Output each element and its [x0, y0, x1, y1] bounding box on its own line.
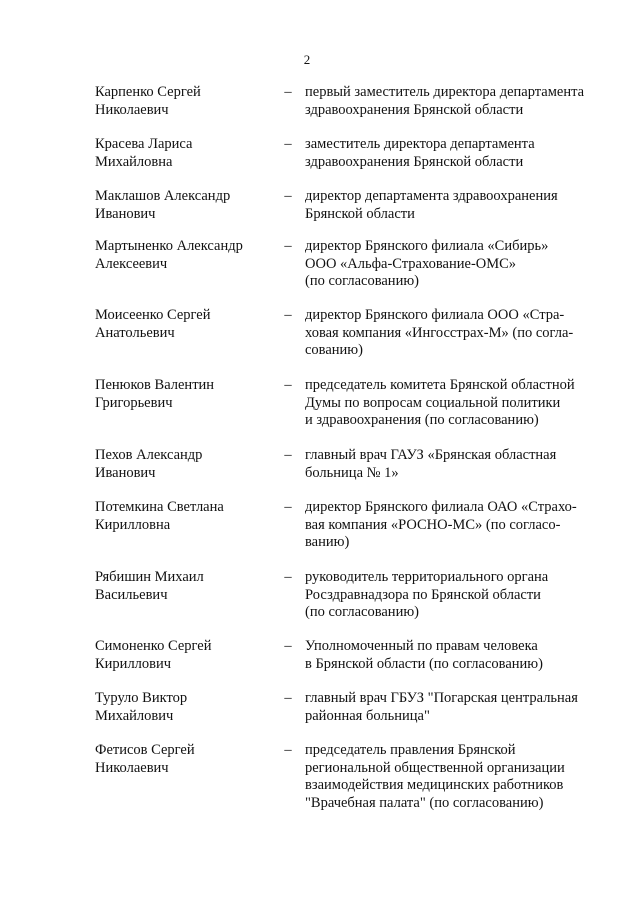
member-name: Рябишин Михаил Васильевич	[95, 569, 204, 603]
member-name: Фетисов Сергей Николаевич	[95, 742, 195, 776]
member-dash: –	[284, 136, 292, 152]
member-role: заместитель директора департамента здравоохранения Брянской области	[305, 136, 535, 170]
member-name: Маклашов Александр Иванович	[95, 188, 231, 222]
member-name: Карпенко Сергей Николаевич	[95, 84, 201, 118]
member-dash: –	[284, 638, 292, 654]
member-dash: –	[284, 499, 292, 515]
member-dash: –	[284, 447, 292, 463]
member-role: главный врач ГАУЗ «Брянская областная больница № 1»	[305, 447, 557, 481]
member-role: руководитель территориального органа Росздравнадзора по Брянской области (по согласованию)	[305, 569, 549, 620]
member-name: Мартыненко Александр Алексеевич	[95, 238, 243, 272]
member-role: первый заместитель директора департамента здравоохранения Брянской области	[305, 84, 585, 118]
member-role: директор департамента здравоохранения Брянской области	[305, 188, 558, 222]
member-role: Уполномоченный по правам человека в Брянской области (по согласованию)	[305, 638, 543, 672]
member-role: председатель правления Брянской региональной общественной организации взаимодействия медицинских работников "Врачебная палата" (по согласованию)	[305, 742, 565, 811]
member-dash: –	[284, 742, 292, 758]
member-dash: –	[284, 569, 292, 585]
member-dash: –	[284, 84, 292, 100]
member-name: Моисеенко Сергей Анатольевич	[95, 307, 211, 341]
member-name: Потемкина Светлана Кирилловна	[95, 499, 224, 533]
member-dash: –	[284, 188, 292, 204]
member-name: Симоненко Сергей Кириллович	[95, 638, 212, 672]
member-role: главный врач ГБУЗ "Погарская центральная районная больница"	[305, 690, 578, 724]
member-role: председатель комитета Брянской областной Думы по вопросам социальной политики и здравоохранения (по согласованию)	[305, 377, 575, 428]
member-name: Пехов Александр Иванович	[95, 447, 203, 481]
page-number: 2	[303, 52, 311, 67]
member-dash: –	[284, 377, 292, 393]
member-role: директор Брянского филиала ООО «Стра- ховая компания «Ингосстрах-М» (по согла- сованию)	[305, 307, 574, 358]
member-name: Красева Лариса Михайловна	[95, 136, 193, 170]
member-name: Пенюков Валентин Григорьевич	[95, 377, 215, 411]
member-role: директор Брянского филиала «Сибирь» ООО «Альфа-Страхование-ОМС» (по согласованию)	[305, 238, 549, 289]
member-name: Туруло Виктор Михайлович	[95, 690, 188, 724]
member-dash: –	[284, 307, 292, 323]
member-role: директор Брянского филиала ОАО «Страхо- вая компания «РОСНО-МС» (по согласо- ванию)	[305, 499, 577, 550]
member-dash: –	[284, 690, 292, 706]
member-dash: –	[284, 238, 292, 254]
